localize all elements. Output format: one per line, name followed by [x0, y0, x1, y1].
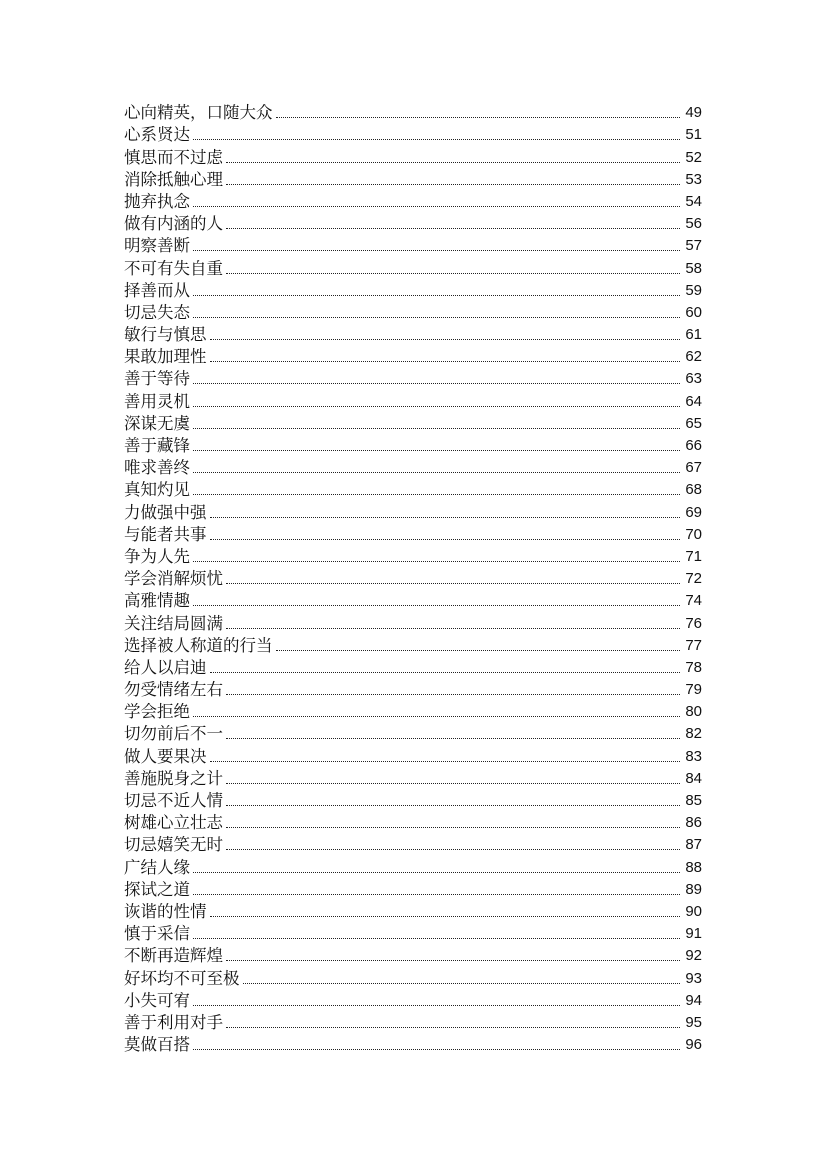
- table-of-contents: [124, 101, 702, 1055]
- toc-entry[interactable]: [124, 123, 702, 145]
- toc-dot-leader: [193, 383, 680, 384]
- toc-entry[interactable]: [124, 389, 702, 411]
- toc-entry-title: 切勿前后不一: [124, 724, 223, 744]
- toc-entry-page-number: 95: [685, 1013, 702, 1031]
- toc-dot-leader: [193, 894, 680, 895]
- toc-entry-page-number: 56: [685, 215, 702, 233]
- toc-entry[interactable]: [124, 256, 702, 278]
- toc-dot-leader: [226, 694, 680, 695]
- toc-dot-leader: [243, 983, 681, 984]
- toc-entry-title: 关注结局圆满: [124, 613, 223, 633]
- toc-entry-title: 抛弃执念: [124, 191, 190, 211]
- toc-entry-page-number: 90: [685, 902, 702, 920]
- toc-entry-title: 唯求善终: [124, 458, 190, 478]
- toc-dot-leader: [193, 872, 680, 873]
- toc-dot-leader: [226, 184, 680, 185]
- toc-entry[interactable]: [124, 855, 702, 877]
- toc-entry-page-number: 94: [685, 991, 702, 1009]
- toc-dot-leader: [193, 428, 680, 429]
- toc-entry-title: 消除抵触心理: [124, 169, 223, 189]
- toc-entry-page-number: 53: [685, 170, 702, 188]
- toc-entry-title: 切忌失态: [124, 302, 190, 322]
- toc-entry-title: 给人以启迪: [124, 657, 207, 677]
- toc-entry[interactable]: [124, 345, 702, 367]
- toc-entry[interactable]: [124, 966, 702, 988]
- toc-entry-title: 勿受情绪左右: [124, 680, 223, 700]
- toc-entry-title: 善于等待: [124, 369, 190, 389]
- toc-entry-title: 善于利用对手: [124, 1012, 223, 1032]
- toc-entry[interactable]: [124, 234, 702, 256]
- toc-dot-leader: [210, 916, 681, 917]
- toc-entry-page-number: 49: [685, 104, 702, 122]
- toc-entry-title: 果敢加理性: [124, 347, 207, 367]
- toc-entry-title: 小失可宥: [124, 990, 190, 1010]
- toc-entry-page-number: 88: [685, 858, 702, 876]
- toc-entry-title: 心系贤达: [124, 125, 190, 145]
- toc-entry-title: 切忌嬉笑无时: [124, 835, 223, 855]
- toc-entry-title: 做人要果决: [124, 746, 207, 766]
- toc-dot-leader: [226, 783, 680, 784]
- toc-dot-leader: [210, 539, 681, 540]
- toc-dot-leader: [226, 273, 680, 274]
- toc-entry-title: 慎于采信: [124, 924, 190, 944]
- toc-entry[interactable]: [124, 989, 702, 1011]
- toc-entry[interactable]: [124, 634, 702, 656]
- toc-dot-leader: [193, 472, 680, 473]
- toc-entry[interactable]: [124, 700, 702, 722]
- toc-entry-page-number: 58: [685, 259, 702, 277]
- toc-entry-title: 广结人缘: [124, 857, 190, 877]
- toc-dot-leader: [193, 206, 680, 207]
- toc-entry-title: 学会消解烦忧: [124, 569, 223, 589]
- toc-entry-page-number: 57: [685, 237, 702, 255]
- toc-entry[interactable]: [124, 1011, 702, 1033]
- toc-entry[interactable]: [124, 611, 702, 633]
- toc-entry-page-number: 69: [685, 503, 702, 521]
- toc-entry-title: 善于藏锋: [124, 436, 190, 455]
- toc-entry-page-number: 71: [685, 547, 702, 565]
- toc-entry-title: 慎思而不过虑: [124, 147, 223, 167]
- toc-entry[interactable]: [124, 434, 702, 456]
- toc-entry-page-number: 67: [685, 459, 702, 477]
- toc-entry-title: 选择被人称道的行当: [124, 635, 273, 655]
- toc-entry-title: 与能者共事: [124, 524, 207, 544]
- toc-entry-page-number: 54: [685, 192, 702, 210]
- toc-entry-title: 树雄心立壮志: [124, 813, 223, 833]
- toc-entry[interactable]: [124, 1033, 702, 1055]
- toc-entry[interactable]: [124, 789, 702, 811]
- toc-entry-page-number: 91: [685, 925, 702, 943]
- toc-entry-page-number: 96: [685, 1036, 702, 1054]
- toc-entry-page-number: 52: [685, 148, 702, 166]
- toc-dot-leader: [193, 561, 680, 562]
- toc-entry[interactable]: [124, 279, 702, 301]
- toc-entry[interactable]: [124, 478, 702, 500]
- toc-dot-leader: [226, 162, 680, 163]
- toc-dot-leader: [193, 139, 680, 140]
- toc-entry-title: 莫做百搭: [124, 1035, 190, 1055]
- toc-dot-leader: [193, 1005, 680, 1006]
- toc-entry-title: 明察善断: [124, 236, 190, 256]
- toc-dot-leader: [226, 805, 680, 806]
- toc-entry[interactable]: [124, 722, 702, 744]
- toc-entry-page-number: 51: [685, 126, 702, 144]
- toc-entry[interactable]: [124, 589, 702, 611]
- toc-entry-title: 心向精英，口随大众: [124, 103, 273, 123]
- toc-entry[interactable]: [124, 168, 702, 190]
- toc-entry[interactable]: [124, 678, 702, 700]
- toc-entry-page-number: 83: [685, 747, 702, 765]
- toc-dot-leader: [276, 117, 681, 118]
- toc-entry[interactable]: [124, 656, 702, 678]
- toc-entry-page-number: 63: [685, 370, 702, 388]
- toc-entry-page-number: 74: [685, 592, 702, 610]
- toc-entry[interactable]: [124, 833, 702, 855]
- toc-entry-page-number: 92: [685, 947, 702, 965]
- toc-entry[interactable]: [124, 323, 702, 345]
- toc-entry-page-number: 77: [685, 636, 702, 654]
- toc-entry-page-number: 65: [685, 414, 702, 432]
- toc-entry-page-number: 78: [685, 658, 702, 676]
- toc-entry-title: 深谋无虞: [124, 413, 190, 433]
- toc-entry[interactable]: [124, 811, 702, 833]
- toc-entry[interactable]: [124, 212, 702, 234]
- toc-entry[interactable]: [124, 922, 702, 944]
- toc-entry-title: 高雅情趣: [124, 591, 190, 611]
- toc-entry[interactable]: [124, 944, 702, 966]
- toc-entry-page-number: 84: [685, 769, 702, 787]
- toc-entry-page-number: 68: [685, 481, 702, 499]
- toc-dot-leader: [210, 761, 681, 762]
- toc-dot-leader: [226, 228, 680, 229]
- toc-dot-leader: [193, 295, 680, 296]
- toc-dot-leader: [226, 628, 680, 629]
- toc-dot-leader: [226, 827, 680, 828]
- toc-dot-leader: [193, 716, 680, 717]
- toc-dot-leader: [276, 650, 681, 651]
- toc-entry-page-number: 93: [685, 969, 702, 987]
- toc-entry[interactable]: [124, 190, 702, 212]
- toc-entry-page-number: 60: [685, 303, 702, 321]
- toc-entry-page-number: 61: [685, 326, 702, 344]
- toc-entry-title: 善施脱身之计: [124, 768, 223, 788]
- toc-entry-title: 做有内涵的人: [124, 214, 223, 234]
- toc-entry[interactable]: [124, 145, 702, 167]
- toc-dot-leader: [226, 960, 680, 961]
- toc-entry-title: 不断再造辉煌: [124, 946, 223, 966]
- toc-entry[interactable]: [124, 101, 702, 123]
- toc-entry-page-number: 80: [685, 703, 702, 721]
- toc-entry-title: 诙谐的性情: [124, 901, 207, 921]
- toc-entry-title: 不可有失自重: [124, 258, 223, 278]
- toc-entry[interactable]: [124, 523, 702, 545]
- toc-entry-page-number: 72: [685, 570, 702, 588]
- toc-entry[interactable]: [124, 767, 702, 789]
- toc-entry-title: 探试之道: [124, 879, 190, 899]
- toc-entry-title: 争为人先: [124, 546, 190, 566]
- toc-entry-page-number: 85: [685, 792, 702, 809]
- toc-entry[interactable]: [124, 878, 702, 900]
- toc-dot-leader: [210, 517, 681, 518]
- toc-entry-title: 好坏均不可至极: [124, 968, 240, 988]
- toc-entry-page-number: 62: [685, 348, 702, 366]
- toc-entry[interactable]: [124, 412, 702, 434]
- toc-dot-leader: [193, 450, 680, 451]
- toc-dot-leader: [226, 738, 680, 739]
- toc-dot-leader: [193, 938, 680, 939]
- toc-entry[interactable]: [124, 545, 702, 567]
- toc-entry-title: 真知灼见: [124, 480, 190, 500]
- toc-entry[interactable]: [124, 301, 702, 323]
- toc-entry-page-number: 82: [685, 725, 702, 743]
- toc-entry[interactable]: [124, 567, 702, 589]
- toc-entry[interactable]: [124, 900, 702, 922]
- toc-dot-leader: [193, 317, 680, 318]
- toc-entry[interactable]: [124, 500, 702, 522]
- toc-entry-page-number: 59: [685, 281, 702, 299]
- toc-entry-page-number: 76: [685, 614, 702, 632]
- toc-entry[interactable]: [124, 456, 702, 478]
- toc-entry-page-number: 79: [685, 681, 702, 699]
- toc-dot-leader: [226, 583, 680, 584]
- toc-entry-page-number: 89: [685, 880, 702, 898]
- toc-entry-page-number: 86: [685, 814, 702, 832]
- toc-entry-title: 择善而从: [124, 280, 190, 300]
- toc-entry-title: 善用灵机: [124, 391, 190, 411]
- toc-dot-leader: [226, 849, 680, 850]
- toc-dot-leader: [193, 1049, 680, 1050]
- toc-entry-page-number: 70: [685, 525, 702, 543]
- toc-entry-title: 力做强中强: [124, 502, 207, 522]
- toc-dot-leader: [210, 339, 681, 340]
- toc-dot-leader: [193, 406, 680, 407]
- toc-entry-page-number: 87: [685, 836, 702, 854]
- toc-dot-leader: [193, 494, 680, 495]
- toc-entry-title: 切忌不近人情: [124, 791, 223, 810]
- toc-dot-leader: [193, 605, 680, 606]
- toc-entry-title: 敏行与慎思: [124, 325, 207, 345]
- toc-dot-leader: [193, 250, 680, 251]
- toc-entry-page-number: 64: [685, 392, 702, 410]
- toc-dot-leader: [210, 361, 681, 362]
- toc-dot-leader: [210, 672, 681, 673]
- toc-dot-leader: [226, 1027, 680, 1028]
- toc-entry[interactable]: [124, 367, 702, 389]
- toc-entry-page-number: 66: [685, 437, 702, 454]
- toc-entry-title: 学会拒绝: [124, 702, 190, 722]
- toc-entry[interactable]: [124, 744, 702, 766]
